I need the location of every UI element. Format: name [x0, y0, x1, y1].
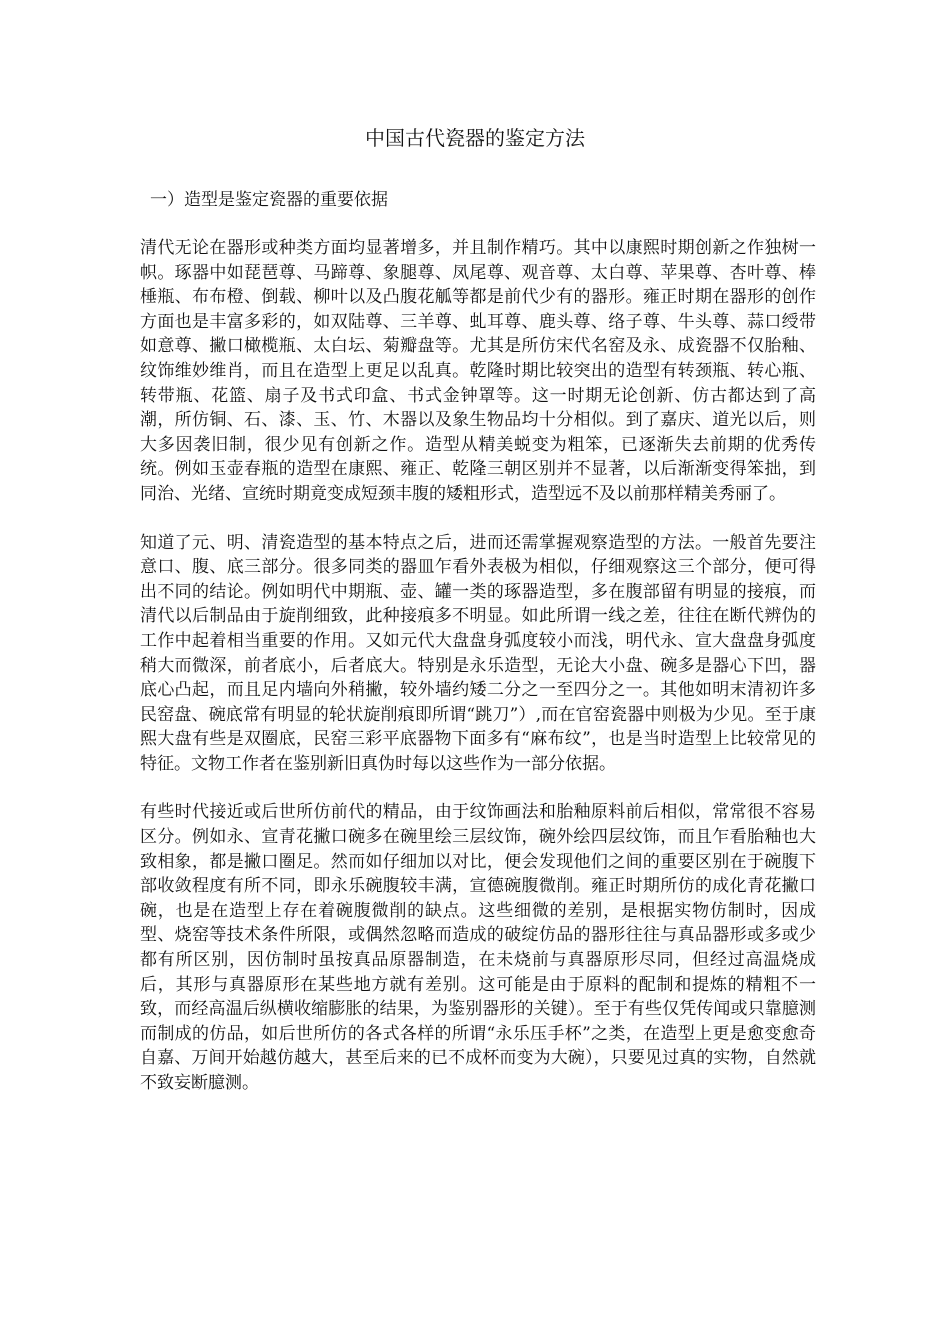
paragraph-3: 有些时代接近或后世所仿前代的精品，由于纹饰画法和胎釉原料前后相似，常常很不容易区分。例如永、宣青花撇口碗多在碗里绘三层纹饰，碗外绘四层纹饰，而且乍看胎釉也大致相象，都是撇口圈足。然而如仔细加以对比，便会发现他们之间的重要区别在于碗腹下部收敛程度有所不同，即永乐碗腹较丰满，宣德碗腹微削。雍正时期所仿的成化青花撇口碗，也是在造型上存在着碗腹微削的缺点。这些细微的差别，是根据实物仿制时，因成型、烧窑等技术条件所限，或偶然忽略而造成的破绽仿品的器形往往与真品器形或多或少都有所区别，因仿制时虽按真品原器制造，在未烧前与真器原形尽同，但经过高温烧成后，其形与真器原形在某些地方就有差别。这可能是由于原料的配制和提炼的精粗不一致，而经高温后纵横收缩膨胀的结果，为鉴别器形的关键）。至于有些仅凭传闻或只靠臆测而制成的仿品，如后世所仿的各式各样的所谓“永乐压手杯”之类，在造型上更是愈变愈奇自嘉、万间开始越仿越大，甚至后来的已不成杯而变为大碗），只要见过真的实物，自然就不致妄断臆测。 — [140, 802, 816, 1093]
section-heading: 一）造型是鉴定瓷器的重要依据 — [150, 190, 388, 210]
document-body — [140, 236, 816, 1120]
paragraph-1: 清代无论在器形或种类方面均显著增多，并且制作精巧。其中以康熙时期创新之作独树一帜。琢器中如琵琶尊、马蹄尊、象腿尊、凤尾尊、观音尊、太白尊、苹果尊、杏叶尊、棒棰瓶、布布橙、倒载、柳叶以及凸腹花觚等都是前代少有的器形。雍正时期在器形的创作方面也是丰富多彩的，如双陆尊、三羊尊、虬耳尊、鹿头尊、络子尊、牛头尊、蒜口绶带如意尊、撇口橄榄瓶、太白坛、菊瓣盘等。尤其是所仿宋代名窑及永、成瓷器不仅胎釉、纹饰维妙维肖，而且在造型上更足以乱真。乾隆时期比较突出的造型有转颈瓶、转心瓶、转带瓶、花篮、扇子及书式印盒、书式金钟罩等。这一时期无论创新、仿古都达到了高潮，所仿铜、石、漆、玉、竹、木器以及象生物品均十分相似。到了嘉庆、道光以后，则大多因袭旧制，很少见有创新之作。造型从精美蜕变为粗笨，已逐渐失去前期的优秀传统。例如玉壶春瓶的造型在康熙、雍正、乾隆三朝区别并不显著，以后渐渐变得笨拙，到同治、光绪、宣统时期竟变成短颈丰腹的矮粗形式，造型远不及以前那样精美秀丽了。 — [140, 238, 816, 504]
paragraph-2: 知道了元、明、清瓷造型的基本特点之后，进而还需掌握观察造型的方法。一般首先要注意口、腹、底三部分。很多同类的器皿乍看外表极为相似，仔细观察这三个部分，便可得出不同的结论。例如明代中期瓶、壶、罐一类的琢器造型，多在腹部留有明显的接痕，而清代以后制品由于旋削细致，此种接痕多不明显。如此所谓一线之差，往往在断代辨伪的工作中起着相当重要的作用。又如元代大盘盘身弧度较小而浅，明代永、宣大盘盘身弧度稍大而微深，前者底小，后者底大。特别是永乐造型，无论大小盘、碗多是器心下凹，器底心凸起，而且足内墙向外稍撇，较外墙约矮二分之一至四分之一。其他如明末清初许多民窑盘、碗底常有明显的轮状旋削痕即所谓“跳刀”）,而在官窑瓷器中则极为少见。至于康熙大盘有些是双圈底，民窑三彩平底器物下面多有“麻布纹”，也是当时造型上比较常见的特征。文物工作者在鉴别新旧真伪时每以这些作为一部分依据。 — [140, 532, 816, 774]
page-title: 中国古代瓷器的鉴定方法 — [365, 126, 585, 150]
